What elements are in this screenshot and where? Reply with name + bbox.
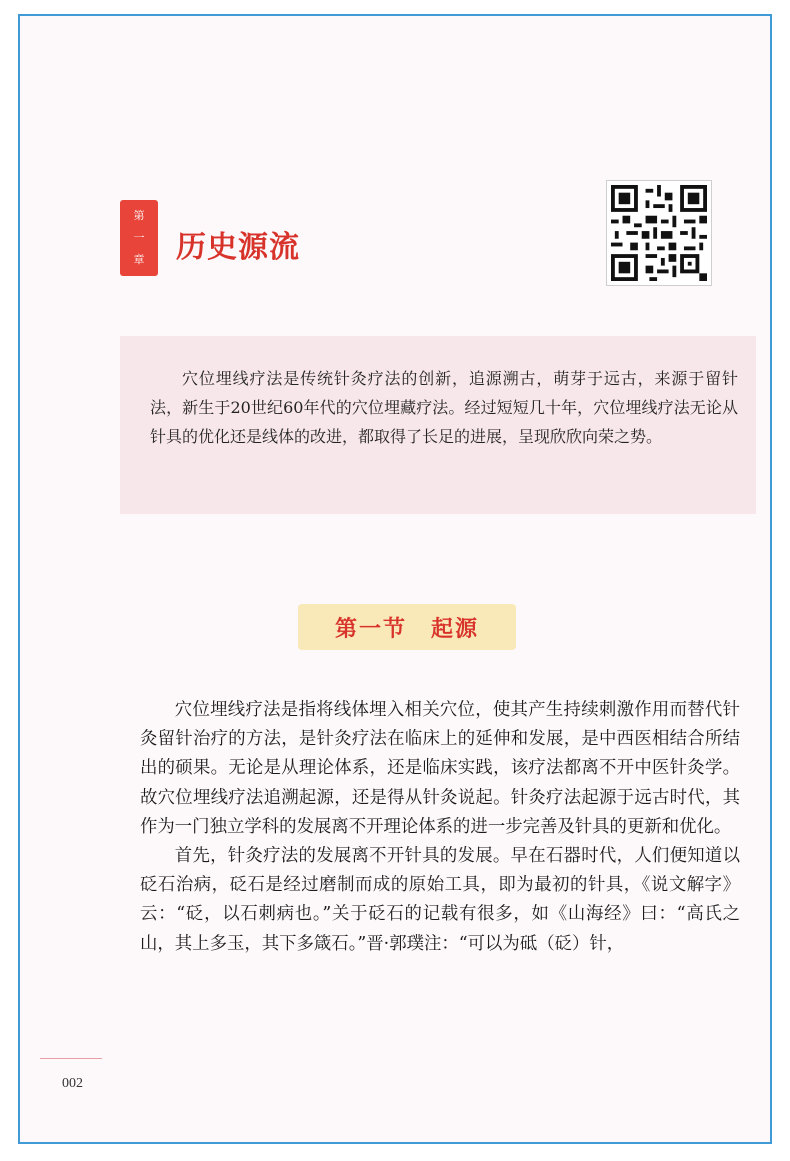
- body-paragraph: 首先，针灸疗法的发展离不开针具的发展。早在石器时代，人们便知道以砭石治病，砭石是经过磨制而成的原始工具，即为最初的针具，《说文解字》云：“砭，以石刺病也。”关于砭石的记载有很多，如《山海经》曰：“高氏之山，其上多玉，其下多箴石。”晋·郭璞注：“可以为砥（砭）针，: [140, 846, 740, 954]
- chapter-badge: [120, 200, 158, 276]
- section-heading: 第一节 起源: [334, 615, 479, 642]
- body-paragraph: 穴位埋线疗法是指将线体埋入相关穴位，使其产生持续刺激作用而替代针灸留针治疗的方法，是针灸疗法在临床上的延伸和发展，是中西医相结合所结出的硕果。无论是从理论体系，还是临床实践，该疗法都离不开中医针灸学。故穴位埋线疗法追溯起源，还是得从针灸说起。针灸疗法起源于远古时代，其作为一门独立学科的发展离不开理论体系的进一步完善及针具的更新和优化。: [140, 700, 740, 837]
- chapter-intro-box: [120, 336, 756, 514]
- chapter-badge-char: 章: [133, 253, 145, 266]
- qr-code-graphic: [611, 185, 707, 281]
- body-text: [140, 696, 740, 959]
- page-number: 002: [62, 1076, 83, 1091]
- chapter-title: 历史源流: [176, 230, 300, 265]
- chapter-badge-char: 第: [133, 209, 145, 222]
- section-heading-banner: [298, 604, 516, 650]
- chapter-badge-char: 一: [133, 231, 145, 244]
- qr-code-icon[interactable]: [606, 180, 712, 286]
- chapter-intro-text: 穴位埋线疗法是传统针灸疗法的创新，追源溯古，萌芽于远古，来源于留针法，新生于20世纪60年代的穴位埋藏疗法。经过短短几十年，穴位埋线疗法无论从针具的优化还是线体的改进，都取得了长足的进展，呈现欣欣向荣之势。: [150, 369, 738, 446]
- footer-divider: [40, 1058, 102, 1059]
